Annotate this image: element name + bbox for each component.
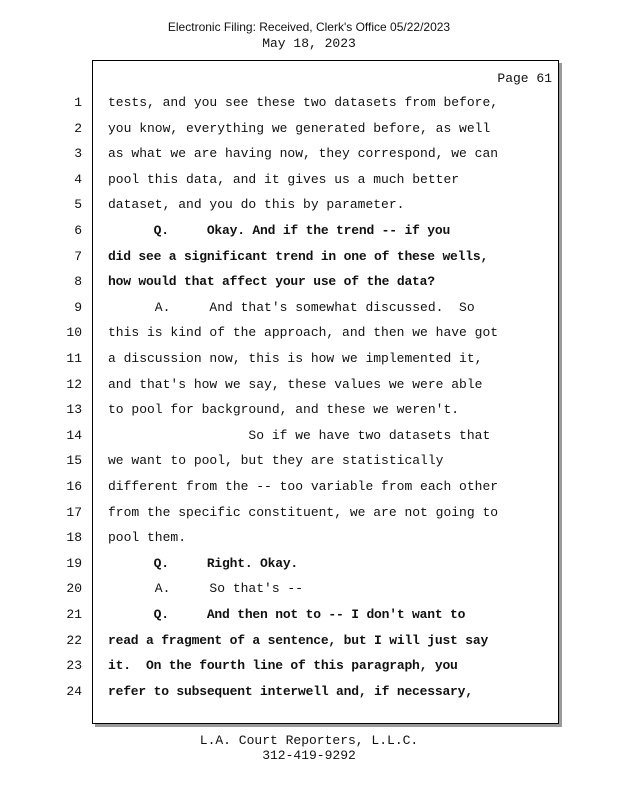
line-number: 10 bbox=[66, 325, 82, 341]
line-text: a discussion now, this is how we implemented it, bbox=[108, 351, 483, 366]
transcript-line bbox=[0, 197, 618, 223]
line-number: 2 bbox=[74, 120, 82, 136]
line-text: to pool for background, and these we weren't. bbox=[108, 402, 460, 418]
page-number: Page 61 bbox=[497, 71, 552, 86]
line-text: different from the -- too variable from each other bbox=[108, 479, 499, 494]
line-text: A. So that's -- bbox=[108, 581, 304, 597]
line-number: 15 bbox=[66, 453, 82, 469]
transcript-date: May 18, 2023 bbox=[262, 36, 356, 51]
transcript-line bbox=[0, 479, 618, 505]
transcript-line bbox=[0, 223, 618, 249]
line-text: A. And that's somewhat discussed. So bbox=[108, 299, 475, 315]
line-text: Q. Okay. And if the trend -- if you bbox=[108, 223, 451, 238]
line-number: 8 bbox=[74, 274, 82, 290]
transcript-line bbox=[0, 377, 618, 403]
transcript-line bbox=[0, 607, 618, 633]
line-text: it. On the fourth line of this paragraph, you bbox=[108, 658, 458, 674]
line-number: 13 bbox=[66, 402, 82, 418]
line-text: Q. Right. Okay. bbox=[108, 555, 299, 571]
line-number: 21 bbox=[66, 607, 82, 622]
reporter-company: L.A. Court Reporters, L.L.C. bbox=[199, 733, 419, 748]
line-text: we want to pool, but they are statistically bbox=[108, 453, 444, 469]
line-text: how would that affect your use of the data? bbox=[108, 274, 435, 290]
line-number: 18 bbox=[66, 530, 82, 546]
line-number: 5 bbox=[74, 197, 82, 213]
line-text: this is kind of the approach, and then we have got bbox=[108, 325, 499, 341]
line-text: you know, everything we generated before, as well bbox=[108, 120, 491, 136]
line-number: 6 bbox=[74, 223, 82, 238]
line-number: 7 bbox=[74, 248, 82, 264]
transcript-line bbox=[0, 325, 618, 351]
line-number: 1 bbox=[74, 95, 82, 110]
line-number: 12 bbox=[66, 376, 82, 392]
transcript-line bbox=[0, 274, 618, 300]
line-text: from the specific constituent, we are not going to bbox=[108, 504, 499, 520]
line-text: So if we have two datasets that bbox=[108, 427, 491, 443]
line-text: tests, and you see these two datasets from before, bbox=[108, 95, 499, 110]
line-number: 9 bbox=[74, 299, 82, 315]
transcript-line bbox=[0, 453, 618, 479]
transcript-line bbox=[0, 658, 618, 684]
line-number: 17 bbox=[66, 504, 82, 520]
transcript-line bbox=[0, 581, 618, 607]
line-text: and that's how we say, these values we were able bbox=[108, 376, 483, 392]
line-text: Q. And then not to -- I don't want to bbox=[108, 607, 466, 622]
line-number: 22 bbox=[66, 632, 82, 648]
line-number: 24 bbox=[66, 683, 82, 699]
line-text: refer to subsequent interwell and, if necessary, bbox=[108, 683, 473, 699]
line-number: 20 bbox=[66, 581, 82, 597]
transcript-line bbox=[0, 146, 618, 172]
line-number: 4 bbox=[74, 171, 82, 187]
line-number: 3 bbox=[74, 146, 82, 162]
line-text: dataset, and you do this by parameter. bbox=[108, 197, 405, 213]
line-number: 14 bbox=[66, 427, 82, 443]
transcript-line bbox=[0, 95, 618, 121]
line-number: 16 bbox=[66, 479, 82, 494]
line-text: as what we are having now, they correspond, we can bbox=[108, 146, 499, 162]
transcript-line bbox=[0, 249, 618, 275]
transcript-line bbox=[0, 351, 618, 377]
transcript-line bbox=[0, 121, 618, 147]
filing-stamp: Electronic Filing: Received, Clerk's Office 05/22/2023 bbox=[167, 20, 451, 34]
transcript-line bbox=[0, 556, 618, 582]
transcript-line bbox=[0, 300, 618, 326]
line-number: 23 bbox=[66, 658, 82, 674]
line-text: pool them. bbox=[108, 530, 187, 546]
transcript-line bbox=[0, 530, 618, 556]
transcript-line bbox=[0, 505, 618, 531]
transcript-line bbox=[0, 402, 618, 428]
line-number: 19 bbox=[66, 555, 82, 571]
line-number: 11 bbox=[66, 351, 82, 366]
transcript-line bbox=[0, 172, 618, 198]
line-text: pool this data, and it gives us a much better bbox=[108, 171, 460, 187]
transcript-line bbox=[0, 428, 618, 454]
line-text: did see a significant trend in one of these wells, bbox=[108, 248, 489, 264]
transcript-line bbox=[0, 684, 618, 710]
transcript-line bbox=[0, 633, 618, 659]
reporter-phone: 312-419-9292 bbox=[262, 748, 356, 763]
line-text: read a fragment of a sentence, but I will just say bbox=[108, 632, 489, 648]
